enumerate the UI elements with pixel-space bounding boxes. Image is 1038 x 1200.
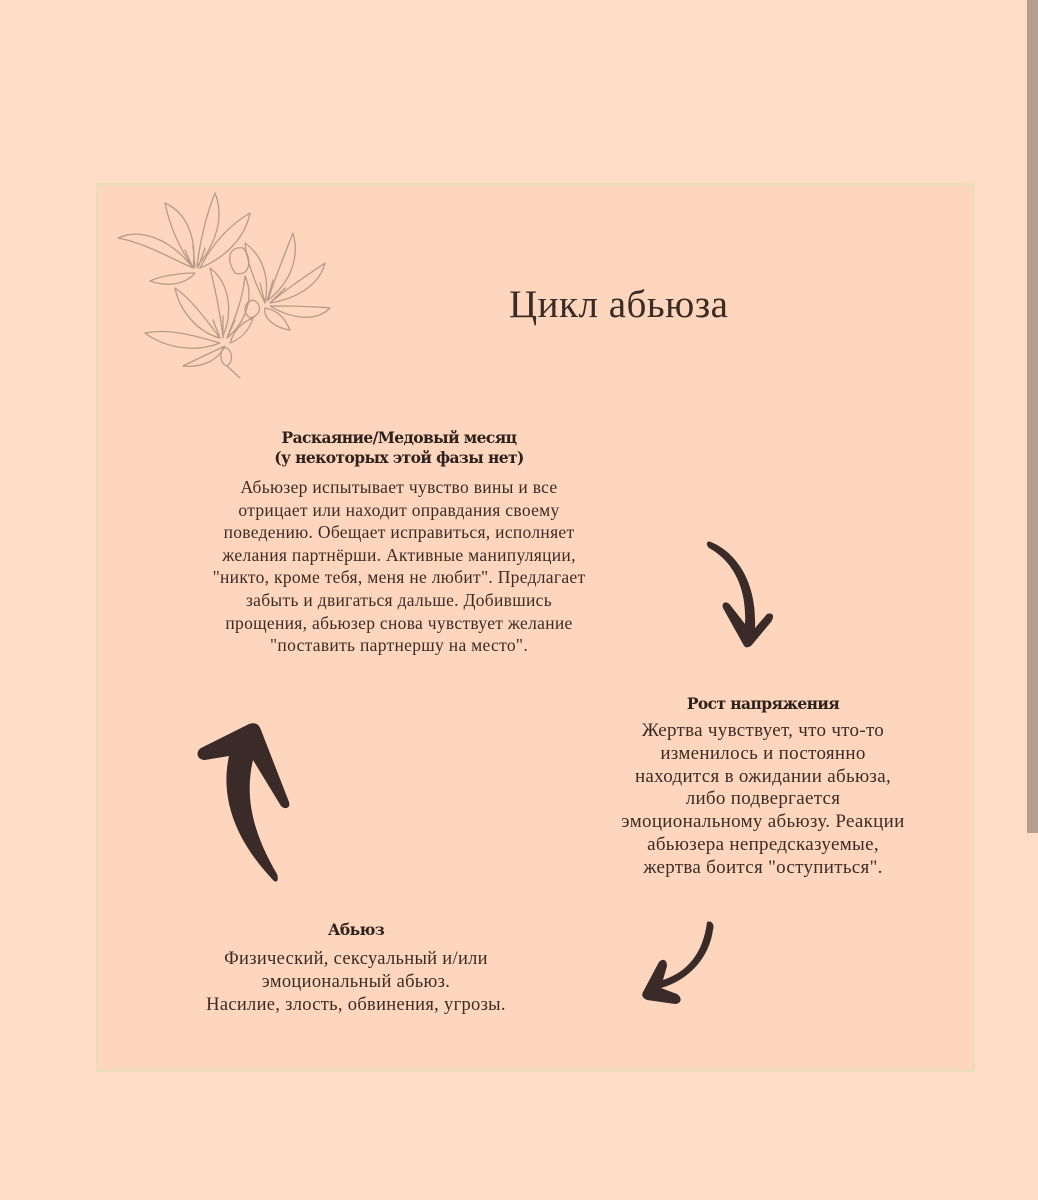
- body-line: "никто, кроме тебя, меня не любит". Предлагает: [212, 567, 586, 588]
- phase-abuse-heading: [121, 920, 591, 940]
- body-line: абьюзера непредсказуемые,: [647, 833, 879, 855]
- body-line: либо подвергается: [685, 788, 841, 810]
- body-line: Абьюзер испытывает чувство вины и все: [240, 477, 558, 497]
- body-line: эмоциональному абьюзу. Реакции: [621, 811, 905, 833]
- phase-honeymoon-heading: [129, 428, 669, 468]
- body-line: эмоциональный абьюз.: [261, 972, 451, 992]
- heading-line: Абьюз: [327, 920, 385, 939]
- body-line: изменилось и постоянно: [660, 742, 866, 764]
- body-line: Жертва чувствует, что что-то: [641, 720, 885, 741]
- body-line: Насилие, злость, обвинения, угрозы.: [206, 995, 506, 1015]
- body-line: прощения, абьюзер снова чувствует желание: [225, 612, 573, 633]
- heading-line: Рост напряжения: [686, 694, 840, 713]
- heading-line: Раскаяние/Медовый месяц: [281, 428, 517, 447]
- phase-honeymoon: [129, 428, 669, 657]
- body-line: поведению. Обещает исправиться, исполняет: [223, 522, 575, 543]
- phase-abuse-description: [121, 948, 591, 1017]
- body-line: забыть и двигаться дальше. Добившись: [245, 589, 553, 610]
- phase-tension-description: [547, 720, 979, 880]
- phase-abuse: [121, 920, 591, 1017]
- curved-arrow-up-icon: [191, 704, 291, 884]
- body-line: Физический, сексуальный и/или: [224, 949, 488, 969]
- phase-tension-heading: [547, 694, 979, 714]
- curved-arrow-down-left-icon: [639, 918, 719, 1008]
- lily-flowers-icon: [115, 188, 335, 378]
- body-line: находится в ожидании абьюза,: [634, 765, 892, 787]
- body-line: желания партнёрши. Активные манипуляции,: [222, 544, 576, 565]
- body-line: жертва боится "оступиться".: [643, 856, 883, 878]
- scrollbar[interactable]: [1027, 0, 1038, 833]
- body-line: "поставить партнершу на место".: [269, 635, 529, 656]
- curved-arrow-down-icon: [705, 530, 785, 650]
- abuse-cycle-card: [96, 183, 975, 1072]
- body-line: отрицает или находит оправдания своему: [238, 499, 560, 520]
- phase-tension: [547, 694, 979, 880]
- heading-line: (у некоторых этой фазы нет): [274, 448, 524, 467]
- phase-honeymoon-description: [129, 476, 669, 657]
- page-title: Цикл абьюза: [509, 283, 729, 326]
